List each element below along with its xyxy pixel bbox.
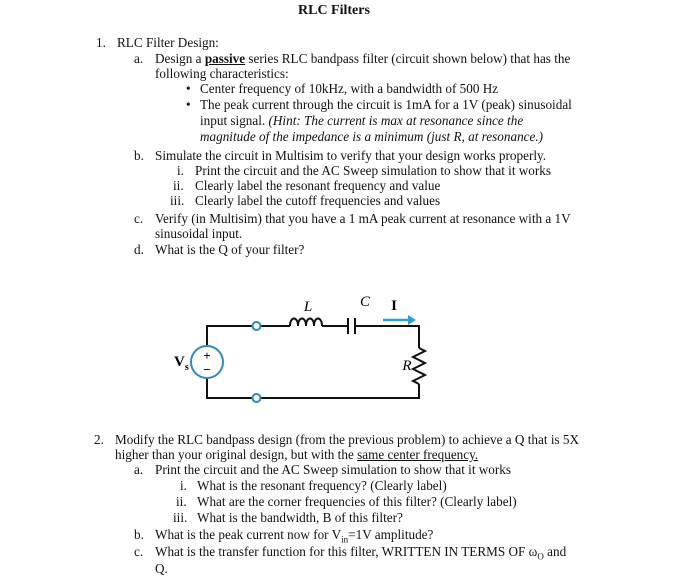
q2a-sub-3: What is the bandwidth, B of this filter? (197, 510, 403, 525)
q1a-post: series RLC bandpass filter (circuit shown below) that has the (245, 51, 571, 66)
q2c-pre: What is the transfer function for this filter, WRITTEN IN TERMS OF ω (155, 544, 538, 559)
resistor-zigzag (413, 348, 425, 384)
q1b-sub-label: i. (177, 163, 184, 178)
q1d-text: What is the Q of your filter? (155, 242, 305, 257)
q2-line2 (115, 447, 478, 463)
q2a-sub-2: What are the corner frequencies of this filter? (Clearly label) (197, 494, 517, 509)
page-title: RLC Filters (298, 3, 370, 18)
q1a-bullet-1: Center frequency of 10kHz, with a bandwidth of 500 Hz (200, 81, 499, 96)
q2-line2-underlined: same center frequency. (357, 447, 479, 462)
bullet-icon: • (186, 97, 191, 112)
source-label-main: V (174, 354, 185, 370)
q2a-text: Print the circuit and the AC Sweep simulation to show that it works (155, 462, 512, 477)
q2c-line1 (155, 544, 566, 565)
q1b-sub-label: ii. (173, 178, 184, 193)
q2-line2-pre: higher than your original design, but with the (115, 447, 358, 462)
q1-heading: RLC Filter Design: (117, 35, 219, 50)
q1b-sub-label: iii. (170, 193, 185, 208)
q2b-label: b. (134, 527, 144, 542)
q1a-bullet-2-plain: input signal. (200, 113, 269, 128)
q2c-post: and (543, 544, 567, 559)
source-minus-sign: − (203, 362, 211, 377)
q2c-subscript: O (537, 551, 544, 562)
q2a-sub-label: i. (180, 478, 187, 493)
q2-line1: Modify the RLC bandpass design (from the previous problem) to achieve a Q that is 5X (115, 432, 580, 447)
inductor-label: L (303, 299, 313, 315)
capacitor-label: C (359, 294, 371, 310)
q2a-sub-label: ii. (176, 494, 187, 509)
q1a-pre: Design a (155, 51, 205, 66)
inductor-coil (290, 319, 322, 327)
source-label (174, 354, 189, 373)
q1a-line1 (155, 51, 570, 67)
bullet-icon: • (186, 81, 191, 96)
circuit-wires (207, 318, 425, 398)
q1a-emphasis: passive (204, 51, 246, 66)
q1a-bullet-2-line2 (200, 113, 523, 129)
q2a-label: a. (134, 462, 144, 477)
q1a-bullet-2-line1: The peak current through the circuit is 1mA for a 1V (peak) sinusoidal (200, 97, 572, 112)
q1b-sub-1: Print the circuit and the AC Sweep simulation to show that it works (195, 163, 552, 178)
q1b-label: b. (134, 148, 144, 163)
wire-r-to-bottom (261, 384, 419, 398)
source-label-subscript: s (184, 362, 189, 373)
q2a-sub-1: What is the resonant frequency? (Clearly label) (197, 478, 447, 493)
q2a-sub-label: iii. (173, 510, 188, 525)
q1a-bullet-2-line3: magnitude of the impedance is a minimum (just R, at resonance.) (200, 129, 544, 144)
q1a-line2: following characteristics: (155, 66, 289, 81)
q1b-text: Simulate the circuit in Multisim to verify that your design works properly. (155, 148, 547, 163)
top-left-wire (207, 326, 252, 345)
current-label: I (391, 298, 397, 314)
q1a-bullet-2-hint: (Hint: The current is max at resonance since the (268, 113, 524, 128)
q1c-line1: Verify (in Multisim) that you have a 1 mA peak current at resonance with a 1V (155, 211, 571, 226)
q1a-label: a. (134, 51, 144, 66)
bottom-left-wire (207, 378, 252, 398)
q1-number: 1. (96, 35, 106, 50)
resistor-label: R (402, 358, 412, 374)
q2c-label: c. (134, 544, 144, 559)
q1c-line2: sinusoidal input. (155, 226, 243, 241)
rlc-circuit-diagram (150, 290, 450, 420)
terminal-node-bottom (253, 394, 261, 402)
q2b-pre: What is the peak current now for V (155, 527, 342, 542)
source-plus-sign: + (203, 348, 211, 363)
terminal-node-top (253, 322, 261, 330)
q2b-subscript: in (341, 534, 349, 545)
q1b-sub-2: Clearly label the resonant frequency and value (195, 178, 441, 193)
q2c-line2: Q. (155, 561, 168, 576)
q1b-sub-3: Clearly label the cutoff frequencies and values (195, 193, 441, 208)
current-arrow-icon (383, 315, 416, 325)
wire-c-to-r (355, 326, 419, 348)
q1d-label: d. (134, 242, 144, 257)
q2-number: 2. (94, 432, 104, 447)
q2b-post: =1V amplitude? (348, 527, 434, 542)
q1c-label: c. (134, 211, 144, 226)
